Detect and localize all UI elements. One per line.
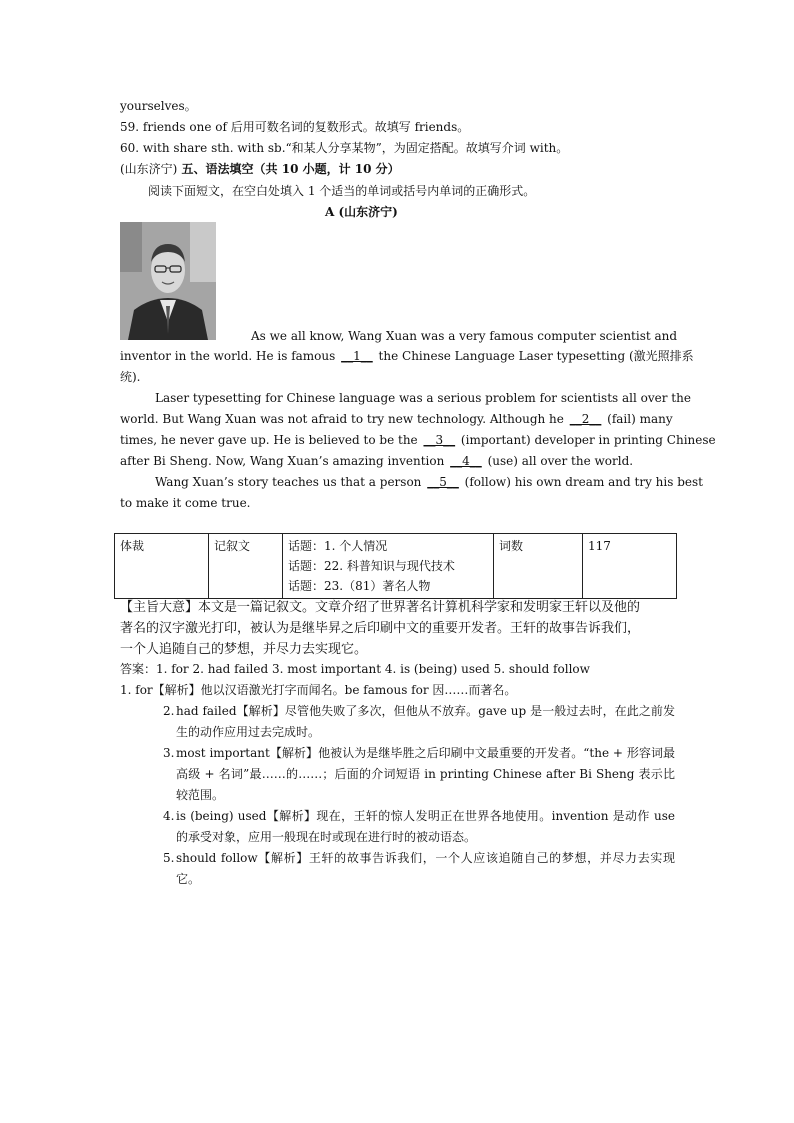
passage-text: (fail) many	[603, 412, 673, 426]
table-cell-topics	[283, 534, 494, 599]
passage-text: (use) all over the world.	[483, 454, 634, 468]
passage-text: Wang Xuan’s story teaches us that a person	[155, 475, 426, 489]
section-heading	[120, 159, 400, 180]
passage-line	[120, 409, 673, 430]
passage-line: 统).	[120, 370, 141, 384]
blank-5: __5__	[427, 475, 459, 489]
instruction: 阅读下面短文，在空白处填入 1 个适当的单词或括号内单词的正确形式。	[148, 184, 536, 198]
passage-line: to make it come true.	[120, 496, 251, 510]
table-cell-genre: 记叙文	[209, 534, 283, 599]
topic-line: 话题：23.（81）著名人物	[288, 579, 431, 593]
text-line: 60. with share sth. with sb.“和某人分享某物”，为固定搭配。故填写介词 with。	[120, 141, 569, 155]
passage-text: (important) developer in printing Chinese	[457, 433, 716, 447]
passage-text: world. But Wang Xuan was not afraid to try new technology. Although he	[120, 412, 568, 426]
item-number: 3.	[163, 746, 175, 760]
info-table	[114, 533, 677, 599]
passage-line	[155, 472, 703, 493]
section-prefix: (山东济宁)	[120, 162, 178, 176]
item-number: 4.	[163, 809, 175, 823]
summary-line: 著名的汉字激光打印，被认为是继毕昇之后印刷中文的重要开发者。王轩的故事告诉我们，	[120, 621, 641, 636]
passage-title: A (山东济宁)	[325, 205, 398, 219]
explanation-item	[163, 848, 675, 890]
passage-line	[120, 346, 694, 367]
explanation-item	[163, 701, 675, 743]
text-line: 59. friends one of 后用可数名词的复数形式。故填写 friends。	[120, 120, 470, 134]
blank-2: __2__	[569, 412, 602, 426]
summary-line: 一个人追随自己的梦想，并尽力去实现它。	[120, 642, 368, 657]
passage-text: (follow) his own dream and try his best	[460, 475, 703, 489]
passage-line: Laser typesetting for Chinese language was a serious problem for scientists all over the	[155, 391, 691, 405]
item-number: 5.	[163, 851, 175, 865]
passage-text: times, he never gave up. He is believed to be the	[120, 433, 422, 447]
answer-line: 答案：1. for 2. had failed 3. most important 4. is (being) used 5. should follow	[120, 662, 590, 676]
table-cell-wordcount: 117	[583, 534, 677, 599]
section-title: 五、语法填空（共 10 小题，计 10 分）	[177, 162, 400, 176]
item-text: most important【解析】他被认为是继毕胜之后印刷中文最重要的开发者。“the + 形容词最高级 + 名词”最……的……；后面的介词短语 in printing Chinese after Bi Sheng 表示比较范围。	[176, 746, 675, 802]
item-text: should follow【解析】王轩的故事告诉我们，一个人应该追随自己的梦想，并尽力去实现它。	[176, 851, 675, 886]
explanation-item	[163, 806, 675, 848]
explanation-item	[163, 743, 675, 806]
table-cell-genre-label: 体裁	[115, 534, 209, 599]
passage-line	[120, 430, 716, 451]
topic-line: 话题：22. 科普知识与现代技术	[288, 559, 455, 573]
passage-line	[120, 451, 633, 472]
item-text: had failed【解析】尽管他失败了多次，但他从不放弃。gave up 是一般过去时，在此之前发生的动作应用过去完成时。	[176, 704, 675, 739]
table-cell-wordcount-label: 词数	[494, 534, 583, 599]
text-line: yourselves。	[120, 99, 197, 113]
item-text: is (being) used【解析】现在，王轩的惊人发明正在世界各地使用。invention 是动作 use 的承受对象，应用一般现在时或现在进行时的被动语态。	[176, 809, 675, 844]
topic-line: 话题：1. 个人情况	[288, 539, 388, 553]
passage-line: As we all know, Wang Xuan was a very famous computer scientist and	[251, 329, 678, 343]
summary-line: 【主旨大意】本文是一篇记叙文。文章介绍了世界著名计算机科学家和发明家王轩以及他的	[120, 600, 641, 615]
blank-1: __1__	[341, 349, 373, 363]
portrait-photo	[120, 222, 216, 340]
item-number: 2.	[163, 704, 175, 718]
explanation-1: 1. for【解析】他以汉语激光打字而闻名。be famous for 因……而著名。	[120, 683, 517, 697]
blank-3: __3__	[423, 433, 456, 447]
passage-text: the Chinese Language Laser typesetting (激光照排系	[374, 349, 694, 363]
passage-text: after Bi Sheng. Now, Wang Xuan’s amazing invention	[120, 454, 449, 468]
blank-4: __4__	[450, 454, 482, 468]
passage-text: inventor in the world. He is famous	[120, 349, 340, 363]
